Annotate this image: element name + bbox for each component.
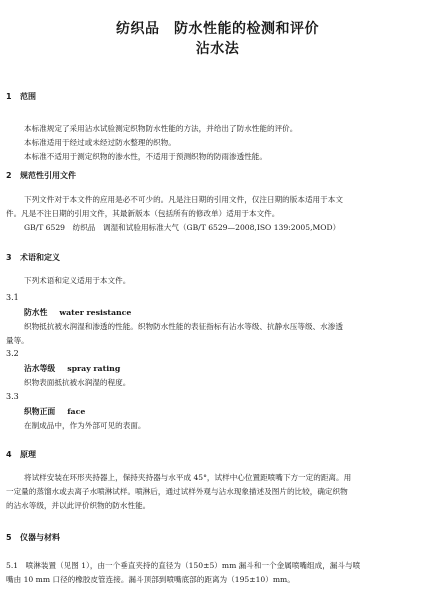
section-1-para-1: 本标准规定了采用沾水试验测定织物防水性能的方法，并给出了防水性能的评价。 (24, 124, 298, 133)
section-number: 1 (6, 92, 12, 101)
term-en: spray rating (67, 364, 121, 373)
document-title-line1: 纺织品 防水性能的检测和评价 (116, 21, 319, 37)
term-en: face (67, 407, 86, 416)
term-3-1-number: 3.1 (6, 293, 19, 302)
section-4-para-line-2: 一定量的蒸馏水或去离子水喷淋试样。喷淋后，通过试样外观与沾水现象描述及图片的比较，确定织物 (6, 487, 348, 496)
section-3-heading (6, 252, 60, 263)
term-3-3-definition: 在制成品中，作为外部可见的表面。 (24, 421, 146, 430)
section-number: 4 (6, 450, 12, 459)
term-3-3-title (24, 406, 85, 417)
section-title: 规范性引用文件 (20, 171, 76, 180)
section-title: 原理 (20, 450, 36, 459)
section-3-intro: 下列术语和定义适用于本文件。 (24, 276, 131, 285)
section-2-para-1-line-1: 下列文件对于本文件的应用是必不可少的。凡是注日期的引用文件，仅注日期的版本适用于本文 (24, 195, 343, 204)
document-title-line2: 沾水法 (195, 41, 240, 57)
term-en: water resistance (59, 308, 132, 317)
section-2-para-1-line-2: 件。凡是不注日期的引用文件，其最新版本（包括所有的修改单）适用于本文件。 (6, 209, 280, 218)
section-1-heading (6, 91, 36, 102)
clause-5-1-line-1: 5.1 喷淋装置（见图 1），由一个垂直夹持的直径为（150±5）mm 漏斗和一个金属喷嘴组成，漏斗与喷 (6, 561, 361, 570)
section-title: 术语和定义 (20, 253, 60, 262)
term-3-1-title (24, 307, 131, 318)
term-3-1-definition-line-2: 量等。 (6, 336, 29, 345)
term-3-3-number: 3.3 (6, 392, 19, 401)
term-cn: 防水性 (24, 308, 48, 317)
section-title: 范围 (20, 92, 36, 101)
section-1-para-2: 本标准适用于经过或未经过防水整理的织物。 (24, 138, 176, 147)
term-cn: 织物正面 (24, 407, 56, 416)
clause-5-1-line-2: 嘴由 10 mm 口径的橡胶皮管连接。漏斗顶部到喷嘴底部的距离为（195±10）mm。 (6, 575, 295, 584)
section-4-para-line-1: 将试样安装在环形夹持器上，保持夹持器与水平成 45°，试样中心位置距喷嘴下方一定的距离。用 (24, 473, 352, 482)
section-title: 仪器与材料 (20, 533, 60, 542)
section-number: 2 (6, 171, 12, 180)
term-3-2-title (24, 363, 120, 374)
term-3-2-number: 3.2 (6, 349, 19, 358)
section-5-heading (6, 532, 60, 543)
section-4-heading (6, 449, 36, 460)
section-2-reference: GB/T 6529 纺织品 调湿和试验用标准大气（GB/T 6529—2008,ISO 139:2005,MOD） (24, 223, 341, 232)
term-3-2-definition: 织物表面抵抗被水润湿的程度。 (24, 378, 131, 387)
section-1-para-3: 本标准不适用于测定织物的渗水性，不适用于预测织物的防雨渗透性能。 (24, 152, 267, 161)
term-cn: 沾水等级 (24, 364, 56, 373)
section-2-heading (6, 170, 76, 181)
section-4-para-line-3: 的沾水等级，并以此评价织物的防水性能。 (6, 501, 151, 510)
term-3-1-definition-line-1: 织物抵抗被水润湿和渗透的性能。织物防水性能的表征指标有沾水等级、抗静水压等级、水渗透 (24, 322, 343, 331)
section-number: 5 (6, 533, 12, 542)
section-number: 3 (6, 253, 12, 262)
